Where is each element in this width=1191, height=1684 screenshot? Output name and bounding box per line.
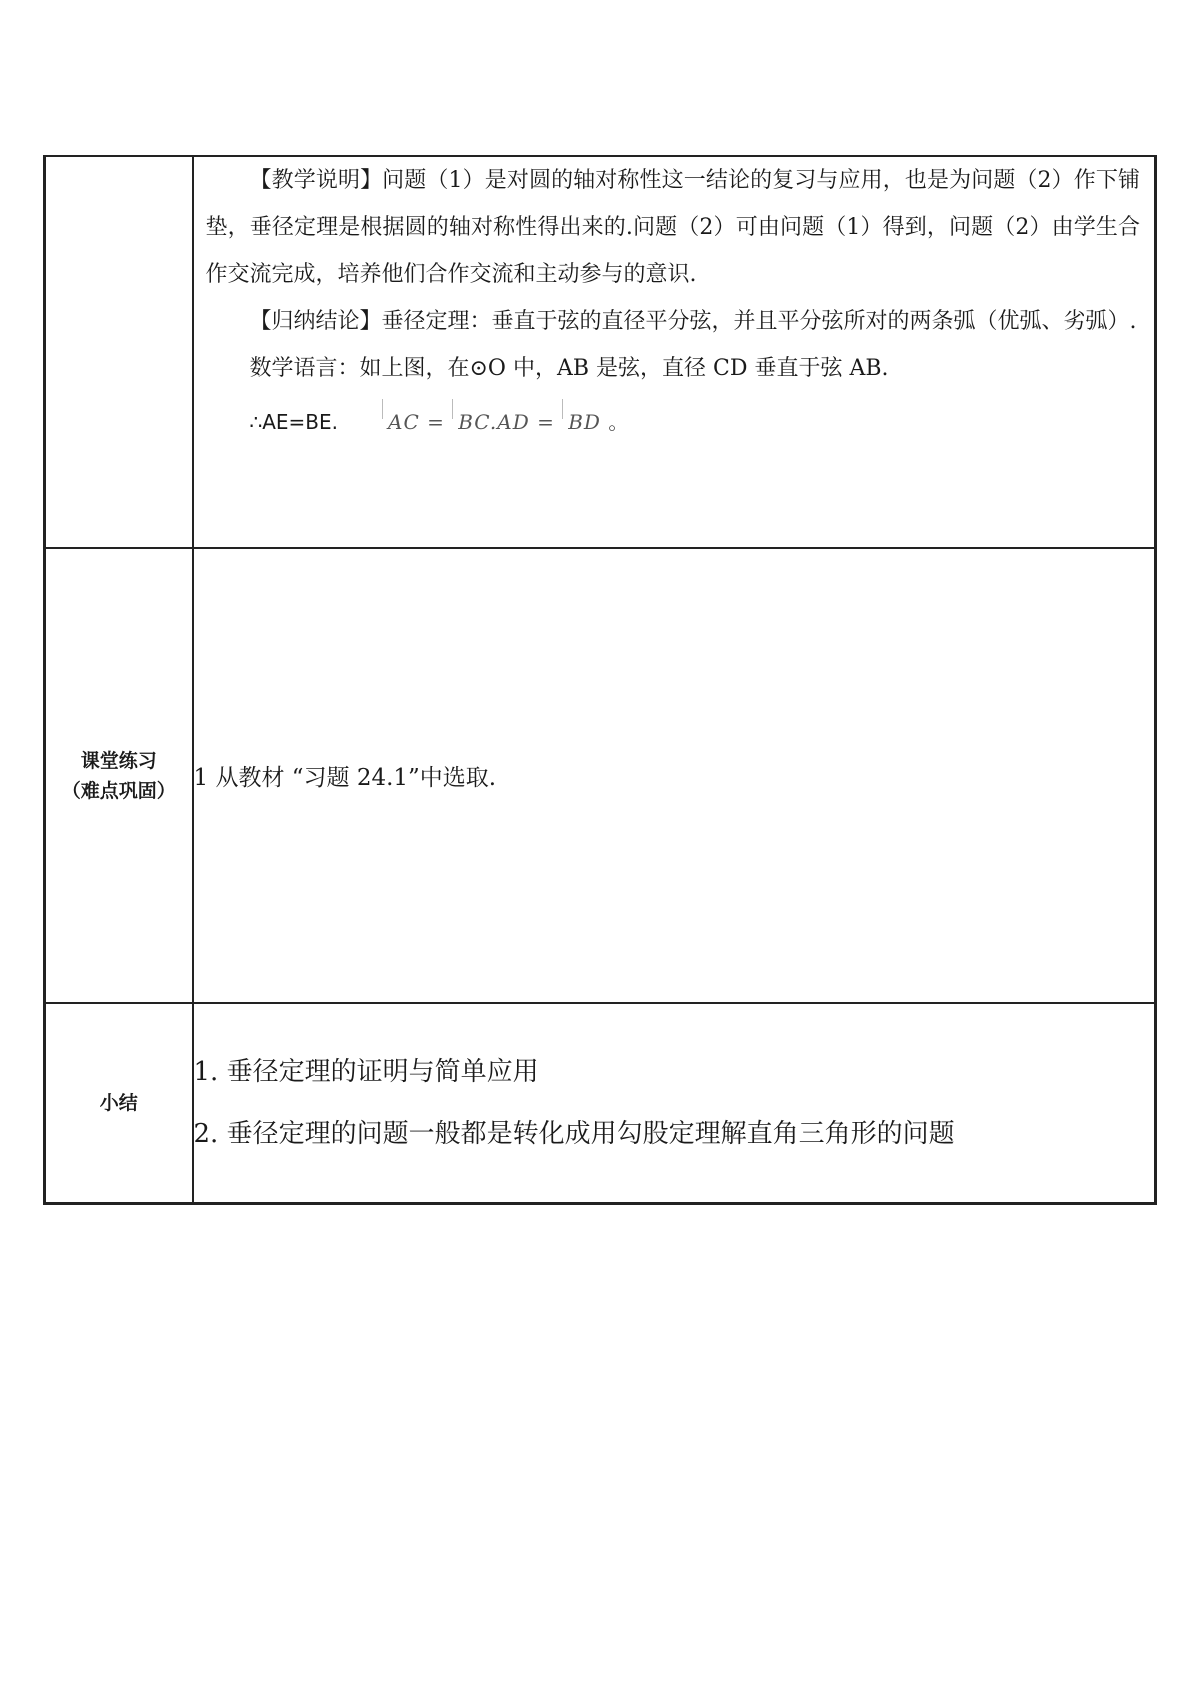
formula-part-a: AC = [388, 409, 453, 434]
formula-end-mark: 。 [608, 409, 630, 434]
practice-label-subtitle: （难点巩固） [61, 779, 176, 802]
explanation-label-cell [45, 156, 193, 548]
arc-symbol-icon [382, 399, 386, 419]
lesson-plan-table [43, 155, 1157, 1205]
practice-content-cell [193, 548, 1156, 1003]
explanation-body [194, 157, 1155, 452]
formula-part-d: BD [568, 409, 601, 434]
summary-row [45, 1003, 1156, 1204]
summary-item-2: 2. 垂径定理的问题一般都是转化成用勾股定理解直角三角形的问题 [193, 1119, 955, 1149]
therefore-text: ∴AE=BE. [249, 409, 339, 434]
practice-row [45, 548, 1156, 1003]
teaching-note-paragraph: 【教学说明】问题（1）是对圆的轴对称性这一结论的复习与应用，也是为问题（2）作下铺垫，垂径定理是根据圆的轴对称性得出来的.问题（2）可由问题（1）得到，问题（2）由学生合作交流完成，培养他们合作交流和主动参与的意识. [205, 168, 1140, 287]
summary-label-cell [45, 1003, 193, 1204]
practice-label-cell [45, 548, 193, 1003]
summary-item-1: 1. 垂径定理的证明与简单应用 [193, 1057, 539, 1087]
therefore-line [206, 392, 1141, 452]
explanation-cell [193, 156, 1156, 548]
practice-content: 1 从教材 “习题 24.1”中选取. [193, 765, 497, 791]
math-language-paragraph: 数学语言：如上图，在⊙O 中，AB 是弦，直径 CD 垂直于弦 AB. [249, 356, 889, 381]
practice-label-title: 课堂练习 [80, 749, 157, 772]
arc-symbol-icon [562, 399, 566, 419]
arc-equality-formula [382, 399, 629, 446]
conclusion-paragraph: 【归纳结论】垂径定理：垂直于弦的直径平分弦，并且平分弦所对的两条弧（优弧、劣弧）. [249, 309, 1137, 334]
arc-symbol-icon [452, 399, 456, 419]
formula-part-b: BC [458, 409, 490, 434]
summary-content-cell [193, 1003, 1156, 1204]
summary-label: 小结 [99, 1092, 138, 1114]
formula-part-c: .AD = [489, 409, 563, 434]
explanation-row [45, 156, 1156, 548]
